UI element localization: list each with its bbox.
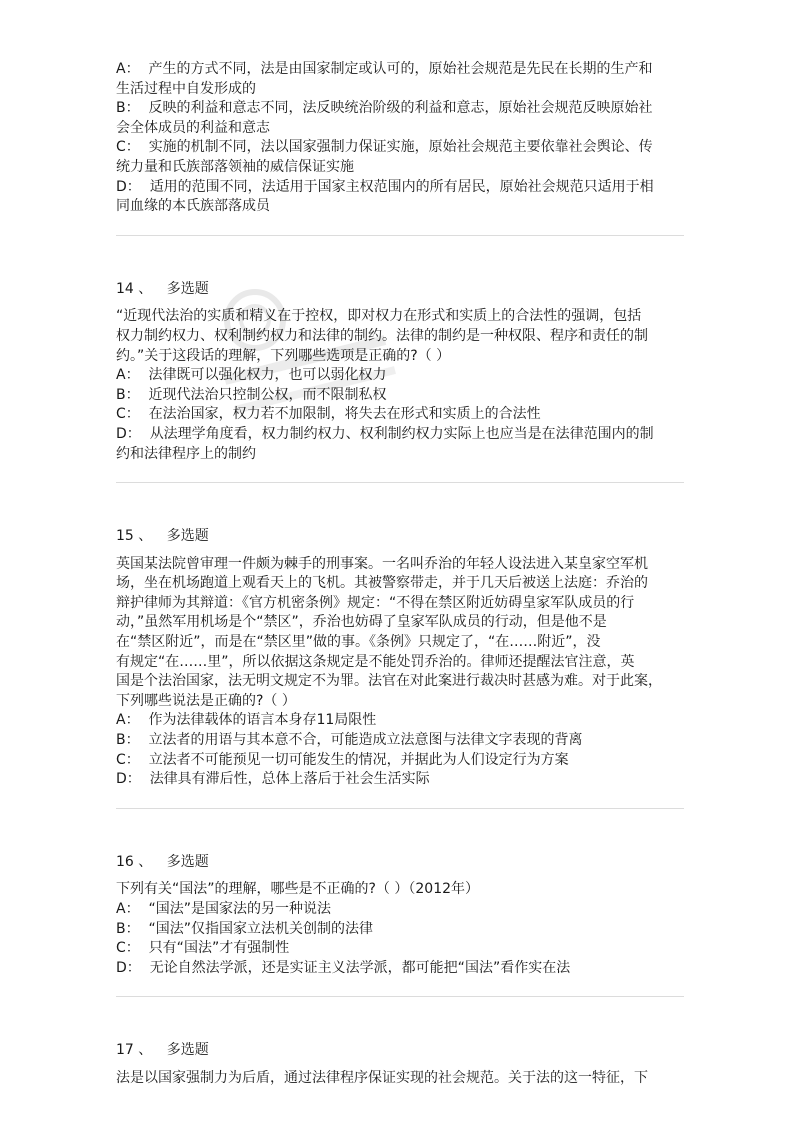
question-type: 多选题 [166, 1042, 209, 1059]
option-c: C： 在法治国家，权力若不加限制，将失去在形式和实质上的合法性 [116, 406, 541, 423]
question-number: 16 、 [116, 853, 153, 870]
question-type: 多选题 [166, 528, 209, 545]
option-d: D： 法律具有滞后性，总体上落后于社会生活实际 [116, 771, 430, 788]
option-b: B： 近现代法治只控制公权，而不限制私权 [116, 386, 387, 403]
option-b: B： 立法者的用语与其本意不合，可能造成立法意图与法律文字表现的背离 [116, 732, 583, 749]
question-14 [116, 280, 684, 464]
question-header [116, 527, 684, 547]
question-stem: 下列有关“国法”的理解，哪些是不正确的?（ ）（2012年） [116, 881, 480, 898]
divider [116, 235, 684, 236]
question-stem: “近现代法治的实质和精义在于控权，即对权力在形式和实质上的合法性的强调，包括 权力制约权力、权利制约权力和法律的制约。法律的制约是一种权限、程序和责任的制 约。”关于这段话的理解，下列哪些选项是正确的?（ ） [116, 308, 648, 364]
option-d: D： 适用的范围不同，法适用于国家主权范围内的所有居民，原始社会规范只适用于相 同血缘的本氏族部落成员 [116, 178, 654, 215]
question-16 [116, 853, 684, 979]
content-column [116, 60, 684, 1089]
option-a: A： 法律既可以强化权力，也可以弱化权力 [116, 367, 387, 384]
option-a: A： 作为法律载体的语言本身存11局限性 [116, 712, 377, 729]
question-stem: 英国某法院曾审理一件颇为棘手的刑事案。一名叫乔治的年轻人设法进入某皇家空军机 场，坐在机场跑道上观看天上的飞机。其被警察带走，并于几天后被送上法庭：乔治的 辩护律师为其辩道：《官方机密条例》规定：“不得在禁区附近妨碍皇家军队成员的行 动，”虽然军用机场是个“禁区”，乔治也妨碍了皇家军队成员的行动，但是他不是 在“禁区附近”，而是在“禁区里”做的事。《条例》只规定了，“在……附近”，没 有规定“在……里”，所以依据这条规定是不能处罚乔治的。律师还提醒法官注意，英 国是个法治国家，法无明文规定不为罪。法官在对此案进行裁决时甚感为难。对于此案， 下列哪些说法是正确的?（ ） [116, 555, 662, 709]
option-c: C： 立法者不可能预见一切可能发生的情况，并据此为人们设定行为方案 [116, 751, 569, 768]
option-d: D： 从法理学角度看，权力制约权力、权利制约权力实际上也应当是在法律范围内的制 约和法律程序上的制约 [116, 425, 654, 462]
question-15 [116, 527, 684, 790]
divider [116, 996, 684, 997]
option-b: B： 反映的利益和意志不同，法反映统治阶级的利益和意志，原始社会规范反映原始社 会全体成员的利益和意志 [116, 100, 653, 136]
question-header [116, 853, 684, 873]
option-c: C： 实施的机制不同，法以国家强制力保证实施，原始社会规范主要依靠社会舆论、传 统力量和氏族部落领袖的威信保证实施 [116, 139, 653, 175]
option-d: D： 无论自然法学派，还是实证主义法学派，都可能把“国法”看作实在法 [116, 959, 571, 976]
question-17 [116, 1041, 684, 1088]
question-header [116, 280, 684, 300]
question-13-options [116, 60, 684, 217]
divider [116, 482, 684, 483]
question-number: 14 、 [116, 280, 153, 297]
question-type: 多选题 [166, 280, 209, 297]
question-stem: 法是以国家强制力为后盾，通过法律程序保证实现的社会规范。关于法的这一特征，下 [116, 1069, 648, 1086]
option-c: C： 只有“国法”才有强制性 [116, 940, 290, 957]
option-a: A： 产生的方式不同，法是由国家制定或认可的，原始社会规范是先民在长期的生产和 生活过程中自发形成的 [116, 61, 653, 97]
question-type: 多选题 [166, 853, 209, 870]
question-header [116, 1041, 684, 1061]
question-number: 17 、 [116, 1042, 153, 1059]
divider [116, 808, 684, 809]
question-number: 15 、 [116, 528, 153, 545]
option-b: B： “国法”仅指国家立法机关创制的法律 [116, 920, 374, 937]
option-a: A： “国法”是国家法的另一种说法 [116, 901, 331, 917]
